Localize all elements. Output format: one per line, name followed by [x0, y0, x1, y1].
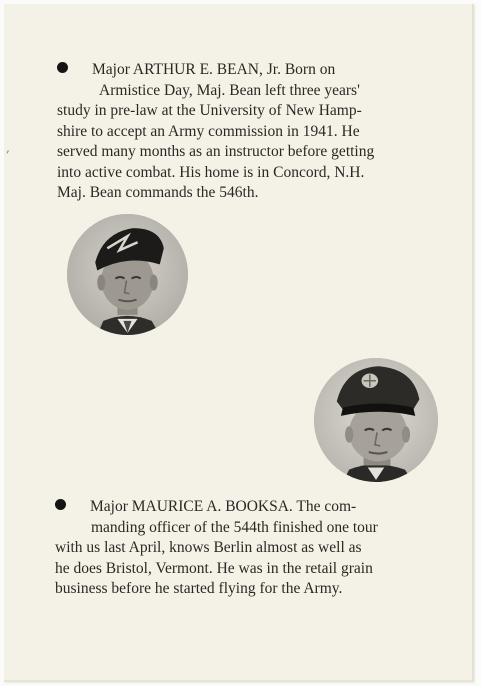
- bio-line: [55, 497, 452, 518]
- bio-line: served many months as an instructor before getting: [57, 143, 375, 160]
- bio-line: with us last April, knows Berlin almost as well as: [55, 539, 362, 556]
- bio-line: study in pre-law at the University of New Hamp-: [57, 102, 362, 119]
- bio-line: business before he started flying for the Army.: [55, 580, 343, 597]
- portrait-bean-illustration: [67, 214, 188, 335]
- portrait-bean-photo: [67, 214, 188, 335]
- bio-bean: [57, 60, 451, 204]
- bio-line: Maj. Bean commands the 546th.: [57, 184, 259, 201]
- bio-line: [57, 60, 451, 81]
- bio-line: Armistice Day, Maj. Bean left three years': [99, 81, 360, 99]
- bio-line: he does Bristol, Vermont. He was in the retail grain: [55, 559, 373, 577]
- portrait-booksa-illustration: [314, 358, 438, 482]
- bio-line: manding officer of the 544th finished one tour: [91, 518, 378, 536]
- bio-booksa: [55, 497, 452, 600]
- bio-line: shire to accept an Army commission in 1941. He: [57, 122, 360, 140]
- portrait-booksa-photo: [314, 358, 438, 482]
- page-crease-mark: ,: [6, 141, 10, 155]
- bullet-icon: [55, 499, 66, 510]
- bio-line: into active combat. His home is in Concord, N.H.: [57, 163, 365, 181]
- bio-text: Major ARTHUR E. BEAN, Jr. Born on: [92, 61, 336, 78]
- bullet-icon: [57, 62, 68, 73]
- bio-text: Major MAURICE A. BOOKSA. The com-: [90, 498, 357, 515]
